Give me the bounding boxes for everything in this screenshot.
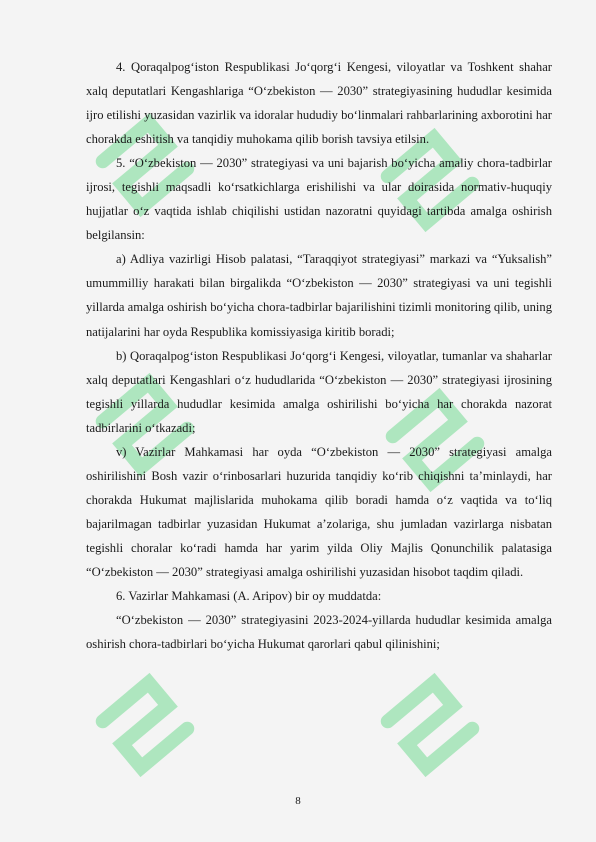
- paragraph-6-item: “O‘zbekiston — 2030” strategiyasini 2023-2024-yillarda hududlar kesimida amalga oshirish chora-tadbirlari bo‘yicha Hukumat qarorlari qabul qilinishini;: [86, 613, 552, 652]
- document-body: [86, 55, 552, 656]
- paragraph-5v: v) Vazirlar Mahkamasi har oyda “O‘zbekiston — 2030” strategiyasi amalga oshirilishini Bosh vazir o‘rinbosarlari huzurida tanqidiy ko‘rib chiqishni ta’minlaydi, har chorakda Hukumat majlislarida muhokama qilib boradi hamda o‘z vaqtida va to‘liq bajarilmagan tadbirlar yuzasidan Hukumat a’zolariga, shu jumladan vazirlarga nisbatan tegishli choralar ko‘radi hamda har yarim yilda Oliy Majlis Qonunchilik palatasiga “O‘zbekiston — 2030” strategiyasi amalga oshirilishi yuzasidan hisobot taqdim qiladi.: [86, 444, 552, 579]
- paragraph-5: 5. “O‘zbekiston — 2030” strategiyasi va uni bajarish bo‘yicha amaliy chora-tadbirlar ijrosi, tegishli maqsadli ko‘rsatkichlarga erishilishi va ular doirasida normativ-huquqiy hujjatlar o‘z vaqtida ishlab chiqilishi ustidan nazoratni quyidagi tartibda amalga oshirish belgilansin:: [86, 156, 552, 243]
- watermark-logo: [360, 655, 500, 795]
- paragraph-4: 4. Qoraqalpog‘iston Respublikasi Jo‘qorg‘i Kengesi, viloyatlar va Toshkent shahar xalq deputatlari Kengashlariga “O‘zbekiston — 2030” strategiyasining hududlar kesimida ijro etilishi yuzasidan vazirlik va idoralar hududiy bo‘linmalari rahbarlarining axborotini har chorakda eshitish va tanqidiy muhokama qilib borish tavsiya etilsin.: [86, 60, 552, 147]
- paragraph-5a: a) Adliya vazirligi Hisob palatasi, “Taraqqiyot strategiyasi” markazi va “Yuksalish” umummilliy harakati bilan birgalikda “O‘zbekiston — 2030” strategiyasi va uni tegishli yillarda amalga oshirish bo‘yicha chora-tadbirlar bajarilishini tizimli monitoring qilib, uning natijalarini har oyda Respublika komissiyasiga kiritib boradi;: [86, 252, 552, 339]
- paragraph-5b: b) Qoraqalpog‘iston Respublikasi Jo‘qorg‘i Kengesi, viloyatlar, tumanlar va shaharlar xalq deputatlari Kengashlari o‘z hududlarida “O‘zbekiston — 2030” strategiyasi ijrosining tegishli yillarda hududlar kesimida amalga oshirilishi bo‘yicha har chorakda nazorat tadbirlarini o‘tkazadi;: [86, 348, 552, 435]
- paragraph-6: 6. Vazirlar Mahkamasi (A. Aripov) bir oy muddatda:: [116, 589, 382, 604]
- page-number: 8: [295, 795, 301, 807]
- watermark-logo: [75, 655, 215, 795]
